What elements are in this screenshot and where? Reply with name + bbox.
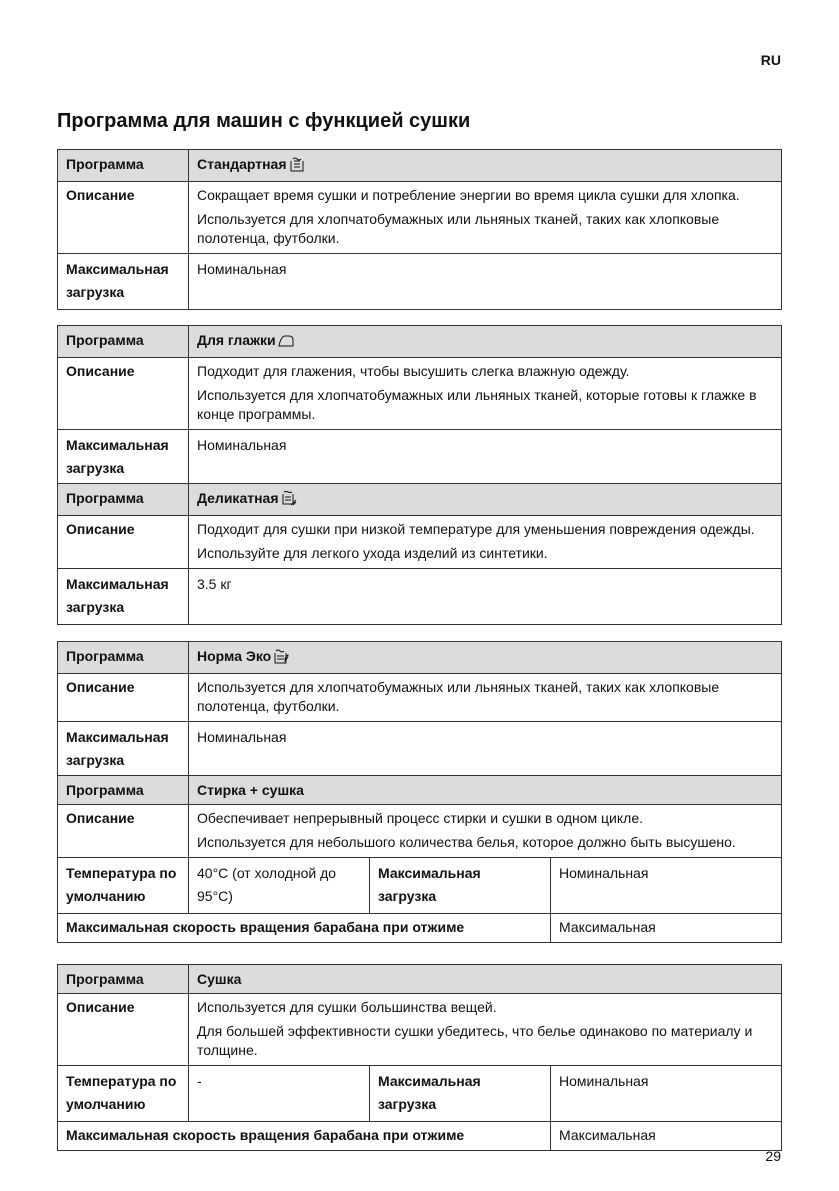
- program-name-cell: [189, 484, 782, 516]
- max-load-label: Максимальная загрузка: [370, 858, 551, 914]
- max-load-label: Максимальная загрузка: [58, 430, 189, 486]
- program-name-cell: [189, 642, 782, 674]
- max-load-label: Максимальная загрузка: [370, 1066, 551, 1122]
- description-text: Используется для хлопчатобумажных или льняных тканей, таких как хлопковые полотенца, футболки.: [197, 679, 720, 714]
- description-text: Используйте для легкого ухода изделий из синтетики.: [197, 545, 548, 561]
- description-label: Описание: [58, 358, 189, 430]
- program-table-wash-dry: [57, 775, 782, 943]
- max-load-value: Номинальная: [189, 430, 782, 486]
- description-text: Используется для хлопчатобумажных или льняных тканей, которые готовы к глажке в конце программы.: [197, 387, 757, 422]
- description-row: [58, 182, 782, 254]
- default-temp-label: Температура по умолчанию: [58, 858, 189, 914]
- max-spin-row: [58, 914, 782, 943]
- program-label: Программа: [58, 642, 189, 674]
- eco-dry-icon: [273, 649, 289, 669]
- language-code: RU: [760, 52, 781, 68]
- program-label: Программа: [58, 326, 189, 358]
- program-table-delicate: [57, 483, 782, 625]
- max-load-value: Номинальная: [189, 254, 782, 310]
- max-load-value: Номинальная: [189, 722, 782, 778]
- max-load-value: Номинальная: [551, 858, 782, 914]
- program-table-eco: [57, 641, 782, 778]
- max-load-row: [58, 569, 782, 625]
- description-text: Подходит для сушки при низкой температуре для уменьшения повреждения одежды.: [197, 521, 755, 537]
- program-label: Программа: [58, 150, 189, 182]
- description-text: Сокращает время сушки и потребление энергии во время цикла сушки для хлопка.: [197, 187, 740, 203]
- program-name: Стирка + сушка: [189, 776, 782, 805]
- description-label: Описание: [58, 805, 189, 858]
- description-text: Используется для сушки большинства вещей.: [197, 999, 497, 1015]
- description-label: Описание: [58, 182, 189, 254]
- description-row: [58, 805, 782, 858]
- program-name: Стандартная: [197, 156, 287, 172]
- description-row: [58, 994, 782, 1066]
- iron-icon: [278, 333, 294, 353]
- default-temp-label: Температура по умолчанию: [58, 1066, 189, 1122]
- page-title: Программа для машин с функцией сушки: [57, 110, 471, 132]
- standard-dry-icon: [289, 157, 305, 177]
- description-cell: [189, 994, 782, 1066]
- max-spin-value: Максимальная: [551, 914, 782, 943]
- program-name: Норма Эко: [197, 648, 272, 664]
- max-load-label: Максимальная загрузка: [58, 722, 189, 778]
- description-text: Обеспечивает непрерывный процесс стирки и сушки в одном цикле.: [197, 810, 643, 826]
- max-load-row: [58, 430, 782, 486]
- description-label: Описание: [58, 516, 189, 569]
- program-label: Программа: [58, 484, 189, 516]
- default-temp-value: 40°C (от холодной до 95°C): [189, 858, 370, 914]
- program-table-dry: [57, 964, 782, 1151]
- program-header-row: [58, 965, 782, 994]
- program-name-cell: [189, 326, 782, 358]
- description-label: Описание: [58, 994, 189, 1066]
- program-name: Для глажки: [197, 332, 276, 348]
- description-label: Описание: [58, 674, 189, 722]
- description-text: Используется для хлопчатобумажных или льняных тканей, таких как хлопковые полотенца, футболки.: [197, 211, 720, 246]
- program-table-ironing: [57, 325, 782, 486]
- max-load-row: [58, 722, 782, 778]
- program-header-row: [58, 776, 782, 805]
- max-load-value: 3.5 кг: [189, 569, 782, 625]
- temp-load-row: [58, 858, 782, 914]
- delicate-icon: [281, 491, 297, 511]
- max-load-label: Максимальная загрузка: [58, 254, 189, 310]
- program-table-standard: [57, 149, 782, 310]
- default-temp-value: -: [189, 1066, 370, 1122]
- program-header-row: [58, 642, 782, 674]
- description-cell: [189, 358, 782, 430]
- description-row: [58, 516, 782, 569]
- description-cell: [189, 516, 782, 569]
- description-row: [58, 358, 782, 430]
- description-cell: [189, 805, 782, 858]
- program-label: Программа: [58, 965, 189, 994]
- description-row: [58, 674, 782, 722]
- page-number: 29: [765, 1148, 781, 1164]
- program-header-row: [58, 326, 782, 358]
- max-load-row: [58, 254, 782, 310]
- description-text: Подходит для глажения, чтобы высушить слегка влажную одежду.: [197, 363, 630, 379]
- max-spin-label: Максимальная скорость вращения барабана при отжиме: [58, 1122, 551, 1151]
- max-spin-label: Максимальная скорость вращения барабана при отжиме: [58, 914, 551, 943]
- program-header-row: [58, 150, 782, 182]
- program-name: Деликатная: [197, 490, 279, 506]
- description-text: Используется для небольшого количества белья, которое должно быть высушено.: [197, 834, 736, 850]
- max-spin-row: [58, 1122, 782, 1151]
- max-spin-value: Максимальная: [551, 1122, 782, 1151]
- max-load-label: Максимальная загрузка: [58, 569, 189, 625]
- program-header-row: [58, 484, 782, 516]
- description-cell: [189, 674, 782, 722]
- program-name: Сушка: [189, 965, 782, 994]
- description-cell: [189, 182, 782, 254]
- temp-load-row: [58, 1066, 782, 1122]
- program-label: Программа: [58, 776, 189, 805]
- program-name-cell: [189, 150, 782, 182]
- description-text: Для большей эффективности сушки убедитесь, что белье одинаково по материалу и толщине.: [197, 1023, 753, 1058]
- max-load-value: Номинальная: [551, 1066, 782, 1122]
